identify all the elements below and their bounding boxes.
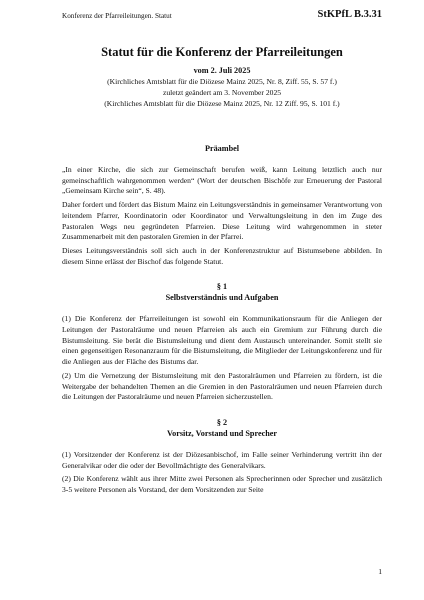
preamble-heading: Präambel: [204, 144, 240, 153]
source-line-1: (Kirchliches Amtsblatt für die Diözese Mainz 2025, Nr. 8, Ziff. 55, S. 57 f.): [107, 77, 337, 86]
section-paragraph: (2) Die Konferenz wählt aus ihrer Mitte zwei Personen als Sprecherinnen oder Sprecher und zusätzlich 3-5 weitere Personen als Vorstand, der dem Vorsitzenden zur Seite: [62, 474, 382, 495]
section-number: § 1: [216, 282, 228, 292]
document-title: Statut für die Konferenz der Pfarreileitungen: [101, 45, 343, 59]
section-paragraph: (1) Die Konferenz der Pfarreileitungen ist sowohl ein Kommunikationsraum für die Anliegen der Leitungen der Pastoralräume und neuen Pfarreien als auch ein Gremium zur Führung durch die Bistumsleitung. Sie berät die Bistumsleitung und dient dem Austausch untereinander. Somit stellt sie einen gegenseitigen Resonanzraum für die Bistumsleitung, die Mitglieder der Leitungskonferenz und für die Anliegen aus der Fläche des Bistums dar.: [62, 314, 382, 367]
running-header-code: StKPfL B.3.31: [317, 9, 382, 20]
section-number: § 2: [216, 417, 228, 427]
preamble-paragraph: Daher fordert und fördert das Bistum Mainz ein Leitungsverständnis in gemeinsamer Verantwortung von leitendem Pfarrer, Koordinatorin oder Koordinator und Verwaltungsleitung in den im Zuge des Pastoralen Wegs neu gegründeten Pfarreien. Diese Leitung wird wahrgenommen in steter Zusammenarbeit mit den pastoralen Gremien in der Pfarrei.: [62, 200, 382, 242]
running-header-title: Konferenz der Pfarreileitungen. Statut: [62, 12, 172, 20]
section-heading: Selbstverständnis und Aufgaben: [165, 293, 279, 303]
document-body: [62, 44, 382, 496]
page-number: 1: [378, 567, 382, 576]
section-paragraph: (1) Vorsitzender der Konferenz ist der Diözesanbischof, im Falle seiner Verhinderung vertritt ihn der Generalvikar oder die oder der Bevollmächtigte des Generalvikars.: [62, 449, 382, 470]
section-paragraph: (2) Um die Vernetzung der Bistumsleitung mit den Pastoralräumen und Pfarreien zu fördern, ist die Weitergabe der behandelten Themen an die Gremien in den Pastoralräumen und neuen Pfarreien durch die Leitungen der Pastoralräume und neuen Pfarreien sicherzustellen.: [62, 370, 382, 402]
source-line-3: (Kirchliches Amtsblatt für die Diözese Mainz 2025, Nr. 12 Ziff. 95, S. 101 f.): [104, 99, 340, 108]
preamble-paragraph: „In einer Kirche, die sich zur Gemeinschaft berufen weiß, kann Leitung letztlich auch nur gemeinschaftlich wahrgenommen werden“ (Wort der deutschen Bischöfe zur Erneuerung der Pastoral „Gemeinsam Kirche sein“, S. 48).: [62, 165, 382, 196]
source-line-2: zuletzt geändert am 3. November 2025: [162, 88, 282, 97]
document-date: vom 2. Juli 2025: [193, 66, 251, 75]
section-heading: Vorsitz, Vorstand und Sprecher: [166, 428, 278, 438]
preamble-paragraph: Dieses Leitungsverständnis soll sich auch in der Konferenzstruktur auf Bistumsebene abbilden. In diesem Sinne erlässt der Bischof das folgende Statut.: [62, 245, 382, 266]
